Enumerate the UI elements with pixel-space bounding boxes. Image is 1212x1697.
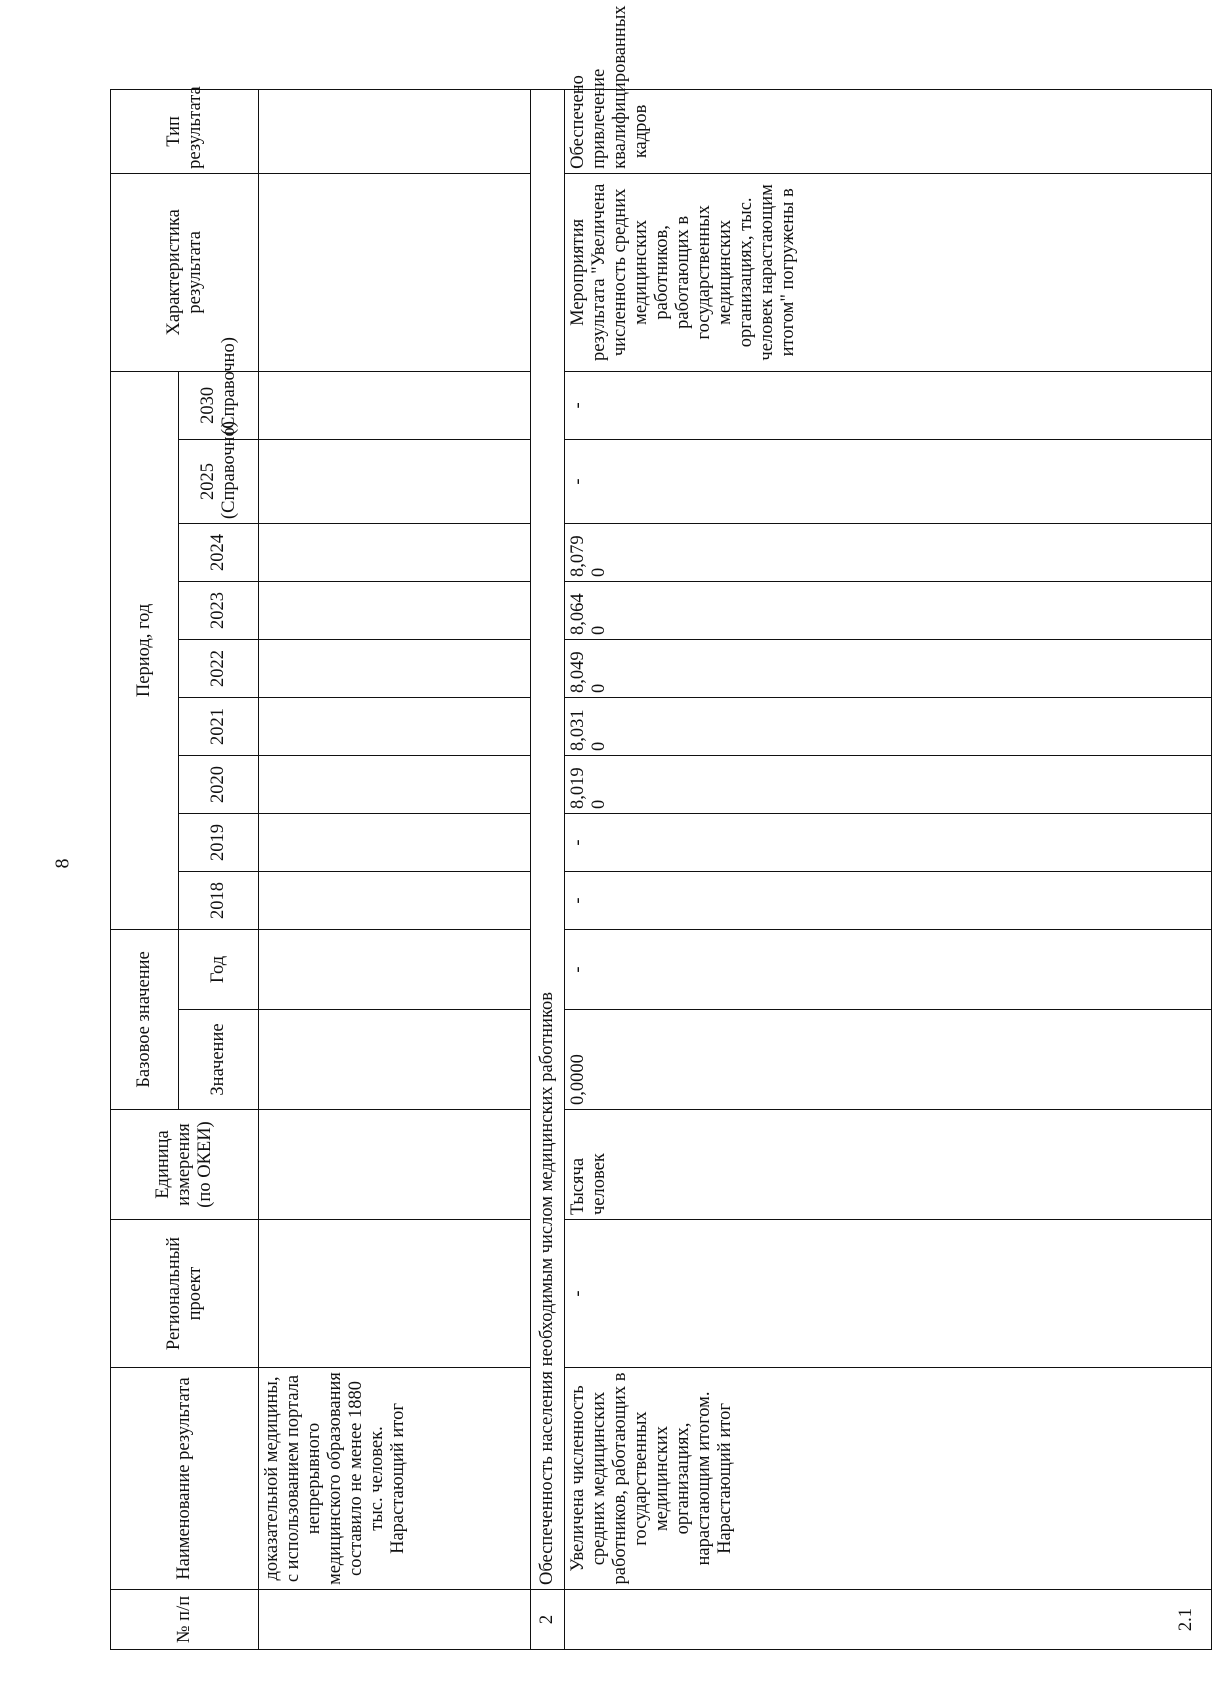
row-value: - [565, 871, 1212, 929]
header-base-value: Значение [179, 1010, 259, 1110]
header-year: 2024 [179, 523, 259, 581]
header-num: № п/п [111, 1590, 259, 1650]
results-table [110, 5, 1212, 1650]
header-year: 2018 [179, 871, 259, 929]
row-value: - [565, 439, 1212, 523]
row-value: - [565, 813, 1212, 871]
header-year: 2021 [179, 697, 259, 755]
rotated-table-wrapper [110, 5, 1212, 1650]
header-year: 2019 [179, 813, 259, 871]
cell-empty [259, 871, 531, 929]
row-base-year: - [565, 929, 1212, 1009]
cell-empty [259, 639, 531, 697]
continued-name: доказательной медицины, с использованием портала непрерывного медицинского образования составило не менее 1880 тыс. человек. Нарастающий итог [259, 1368, 531, 1590]
cell-empty [259, 89, 531, 173]
cell-empty [259, 523, 531, 581]
row-value: 8,0310 [565, 697, 1212, 755]
cell-empty [259, 1110, 531, 1220]
cell-empty [259, 173, 531, 371]
header-year: 2022 [179, 639, 259, 697]
row-project: - [565, 1220, 1212, 1368]
header-project: Региональный проект [111, 1220, 259, 1368]
table-row [259, 89, 531, 1649]
header-year: 2023 [179, 581, 259, 639]
header-base: Базовое значение [111, 929, 179, 1109]
cell-empty [259, 1220, 531, 1368]
cell-empty [259, 1590, 531, 1650]
row-name: Увеличена численность средних медицинских работников, работающих в государственных медицинских организациях, нарастающим итогом. Нарастающий итог [565, 1368, 1212, 1590]
row-num: 2.1 [565, 1590, 1212, 1650]
header-period: Период, год [111, 371, 179, 929]
table-row [565, 89, 1212, 1649]
header-year: 2025 (Справочно) [179, 439, 259, 523]
header-base-year: Год [179, 929, 259, 1009]
row-characteristic: Мероприятия результата "Увеличена численность средних медицинских работников, работающих в государственных медицинских организациях, тыс. человек нарастающим итогом" погружены в [565, 173, 1212, 371]
header-type: Тип результата [111, 89, 259, 173]
row-base-value: 0,0000 [565, 1010, 1212, 1110]
cell-empty [259, 755, 531, 813]
section-num: 2 [531, 1590, 565, 1650]
row-value: 8,0490 [565, 639, 1212, 697]
row-unit: Тысяча человек [565, 1110, 1212, 1220]
header-year: 2020 [179, 755, 259, 813]
row-type: Обеспечено привлечение квалифицированных кадров [565, 89, 1212, 173]
cell-empty [259, 929, 531, 1009]
row-value: 8,0790 [565, 523, 1212, 581]
cell-empty [259, 1010, 531, 1110]
page-number: 8 [51, 858, 74, 869]
cell-empty [259, 813, 531, 871]
section-row [531, 89, 565, 1649]
cell-empty [259, 371, 531, 439]
header-unit: Единица измерения (по ОКЕИ) [111, 1110, 259, 1220]
cell-empty [259, 581, 531, 639]
header-name: Наименование результата [111, 1368, 259, 1590]
cell-empty [259, 697, 531, 755]
section-title: Обеспеченность населения необходимым числом медицинских работников [531, 89, 565, 1589]
row-value: 8,0190 [565, 755, 1212, 813]
row-value: - [565, 371, 1212, 439]
row-value: 8,0640 [565, 581, 1212, 639]
header-characteristic: Характеристика результата [111, 173, 259, 371]
header-year: 2030 (Справочно) [179, 371, 259, 439]
cell-empty [259, 439, 531, 523]
